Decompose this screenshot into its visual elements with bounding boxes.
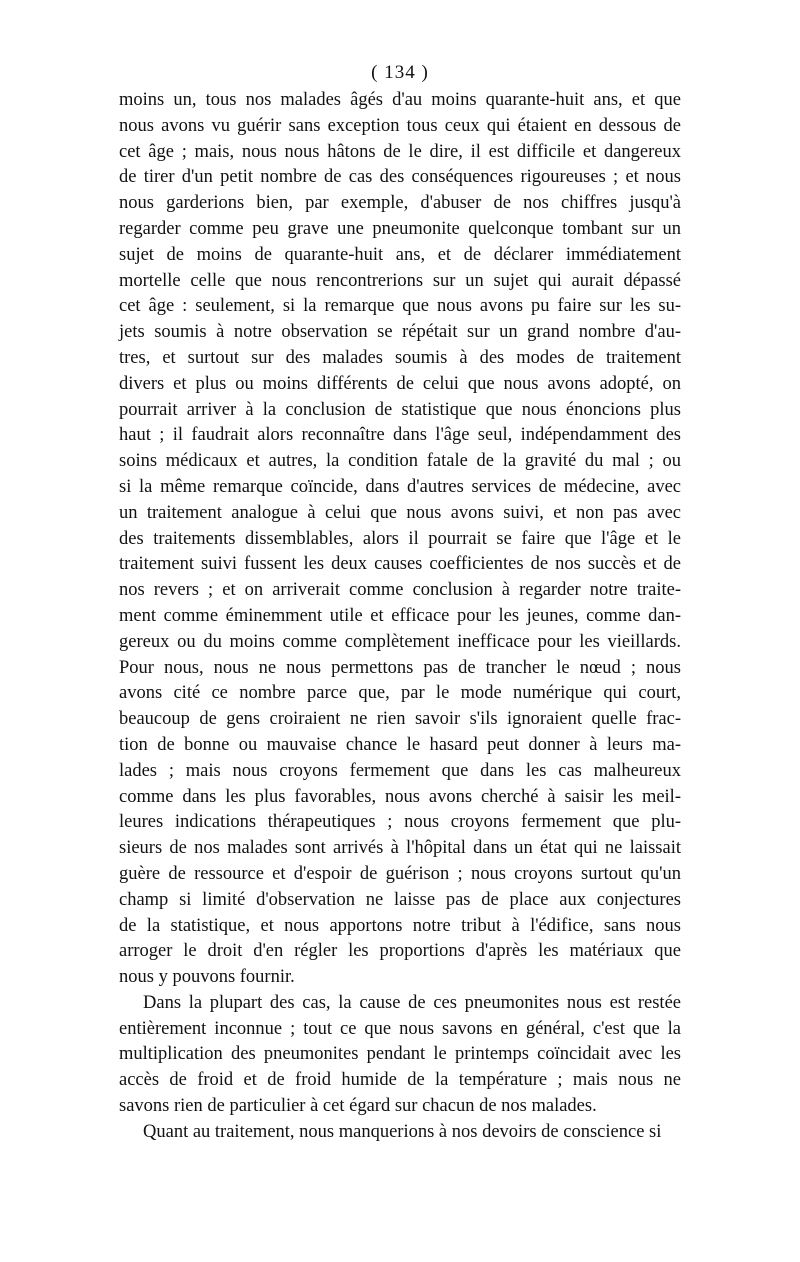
text-line: sujet de moins de quarante-huit ans, et de déclarer immédiatement bbox=[119, 244, 681, 265]
paragraph bbox=[119, 991, 681, 1120]
text-line: champ si limité d'observation ne laisse pas de place aux conjectures bbox=[119, 889, 681, 910]
text-line: nous y pouvons fournir. bbox=[119, 967, 295, 988]
text-line: gereux ou du moins comme complètement inefficace pour les vieillards. bbox=[119, 631, 681, 652]
text-line: leures indications thérapeutiques ; nous croyons fermement que plu- bbox=[119, 812, 681, 833]
text-line: si la même remarque coïncide, dans d'autres services de médecine, avec bbox=[119, 476, 681, 497]
paragraph bbox=[119, 88, 681, 991]
text-line: sieurs de nos malades sont arrivés à l'hôpital dans un état qui ne laissait bbox=[119, 838, 681, 859]
page-number: ( 134 ) bbox=[371, 62, 429, 83]
text-line: moins un, tous nos malades âgés d'au moins quarante-huit ans, et que bbox=[119, 90, 681, 110]
text-line: nous garderions bien, par exemple, d'abuser de nos chiffres jusqu'à bbox=[119, 193, 681, 214]
text-line: avons cité ce nombre parce que, par le mode numérique qui court, bbox=[119, 683, 681, 704]
text-line: tion de bonne ou mauvaise chance le hasard peut donner à leurs ma- bbox=[119, 734, 681, 755]
text-line: de la statistique, et nous apportons notre tribut à l'édifice, sans nous bbox=[119, 915, 681, 936]
text-line: nous avons vu guérir sans exception tous ceux qui étaient en dessous de bbox=[119, 115, 681, 136]
text-line: cet âge : seulement, si la remarque que nous avons pu faire sur les su- bbox=[119, 296, 681, 317]
text-line: regarder comme peu grave une pneumonite quelconque tombant sur un bbox=[119, 218, 681, 239]
text-line: Pour nous, nous ne nous permettons pas de trancher le nœud ; nous bbox=[119, 657, 681, 678]
text-line: Dans la plupart des cas, la cause de ces pneumonites nous est restée bbox=[143, 992, 681, 1013]
text-line: ment comme éminemment utile et efficace pour les jeunes, comme dan- bbox=[119, 605, 681, 626]
text-line: tres, et surtout sur des malades soumis à des modes de traitement bbox=[119, 347, 681, 368]
text-line: nos revers ; et on arriverait comme conclusion à regarder notre traite- bbox=[119, 580, 681, 601]
text-line: lades ; mais nous croyons fermement que dans les cas malheureux bbox=[119, 760, 681, 781]
text-line: des traitements dissemblables, alors il pourrait se faire que l'âge et le bbox=[119, 528, 681, 549]
text-line: traitement suivi fussent les deux causes coefficientes de nos succès et de bbox=[119, 554, 681, 575]
text-line: mortelle celle que nous rencontrerions sur un sujet qui aurait dépassé bbox=[119, 270, 681, 291]
text-line: de tirer d'un petit nombre de cas des conséquences rigoureuses ; et nous bbox=[119, 167, 681, 188]
text-line: savons rien de particulier à cet égard sur chacun de nos malades. bbox=[119, 1096, 597, 1117]
body-text bbox=[119, 88, 681, 1146]
text-line: comme dans les plus favorables, nous avons cherché à saisir les meil- bbox=[119, 786, 681, 807]
text-line: un traitement analogue à celui que nous avons suivi, et non pas avec bbox=[119, 502, 681, 523]
text-line: cet âge ; mais, nous nous hâtons de le dire, il est difficile et dangereux bbox=[119, 141, 681, 162]
text-line: entièrement inconnue ; tout ce que nous savons en général, c'est que la bbox=[119, 1018, 681, 1039]
text-line: divers et plus ou moins différents de celui que nous avons adopté, on bbox=[119, 373, 681, 394]
text-line: soins médicaux et autres, la condition fatale de la gravité du mal ; ou bbox=[119, 451, 681, 472]
text-line: arroger le droit d'en régler les proportions d'après les matériaux que bbox=[119, 941, 681, 962]
text-line: jets soumis à notre observation se répétait sur un grand nombre d'au- bbox=[119, 322, 681, 343]
text-line: Quant au traitement, nous manquerions à nos devoirs de conscience si bbox=[143, 1121, 662, 1142]
text-line: haut ; il faudrait alors reconnaître dans l'âge seul, indépendamment des bbox=[119, 425, 681, 446]
text-line: guère de ressource et d'espoir de guérison ; nous croyons surtout qu'un bbox=[119, 863, 681, 884]
text-line: beaucoup de gens croiraient ne rien savoir s'ils ignoraient quelle frac- bbox=[119, 709, 681, 730]
text-line: multiplication des pneumonites pendant le printemps coïncidait avec les bbox=[119, 1044, 681, 1065]
text-line: accès de froid et de froid humide de la température ; mais nous ne bbox=[119, 1070, 681, 1091]
text-line: pourrait arriver à la conclusion de statistique que nous énoncions plus bbox=[119, 399, 681, 420]
paragraph bbox=[119, 1120, 681, 1146]
